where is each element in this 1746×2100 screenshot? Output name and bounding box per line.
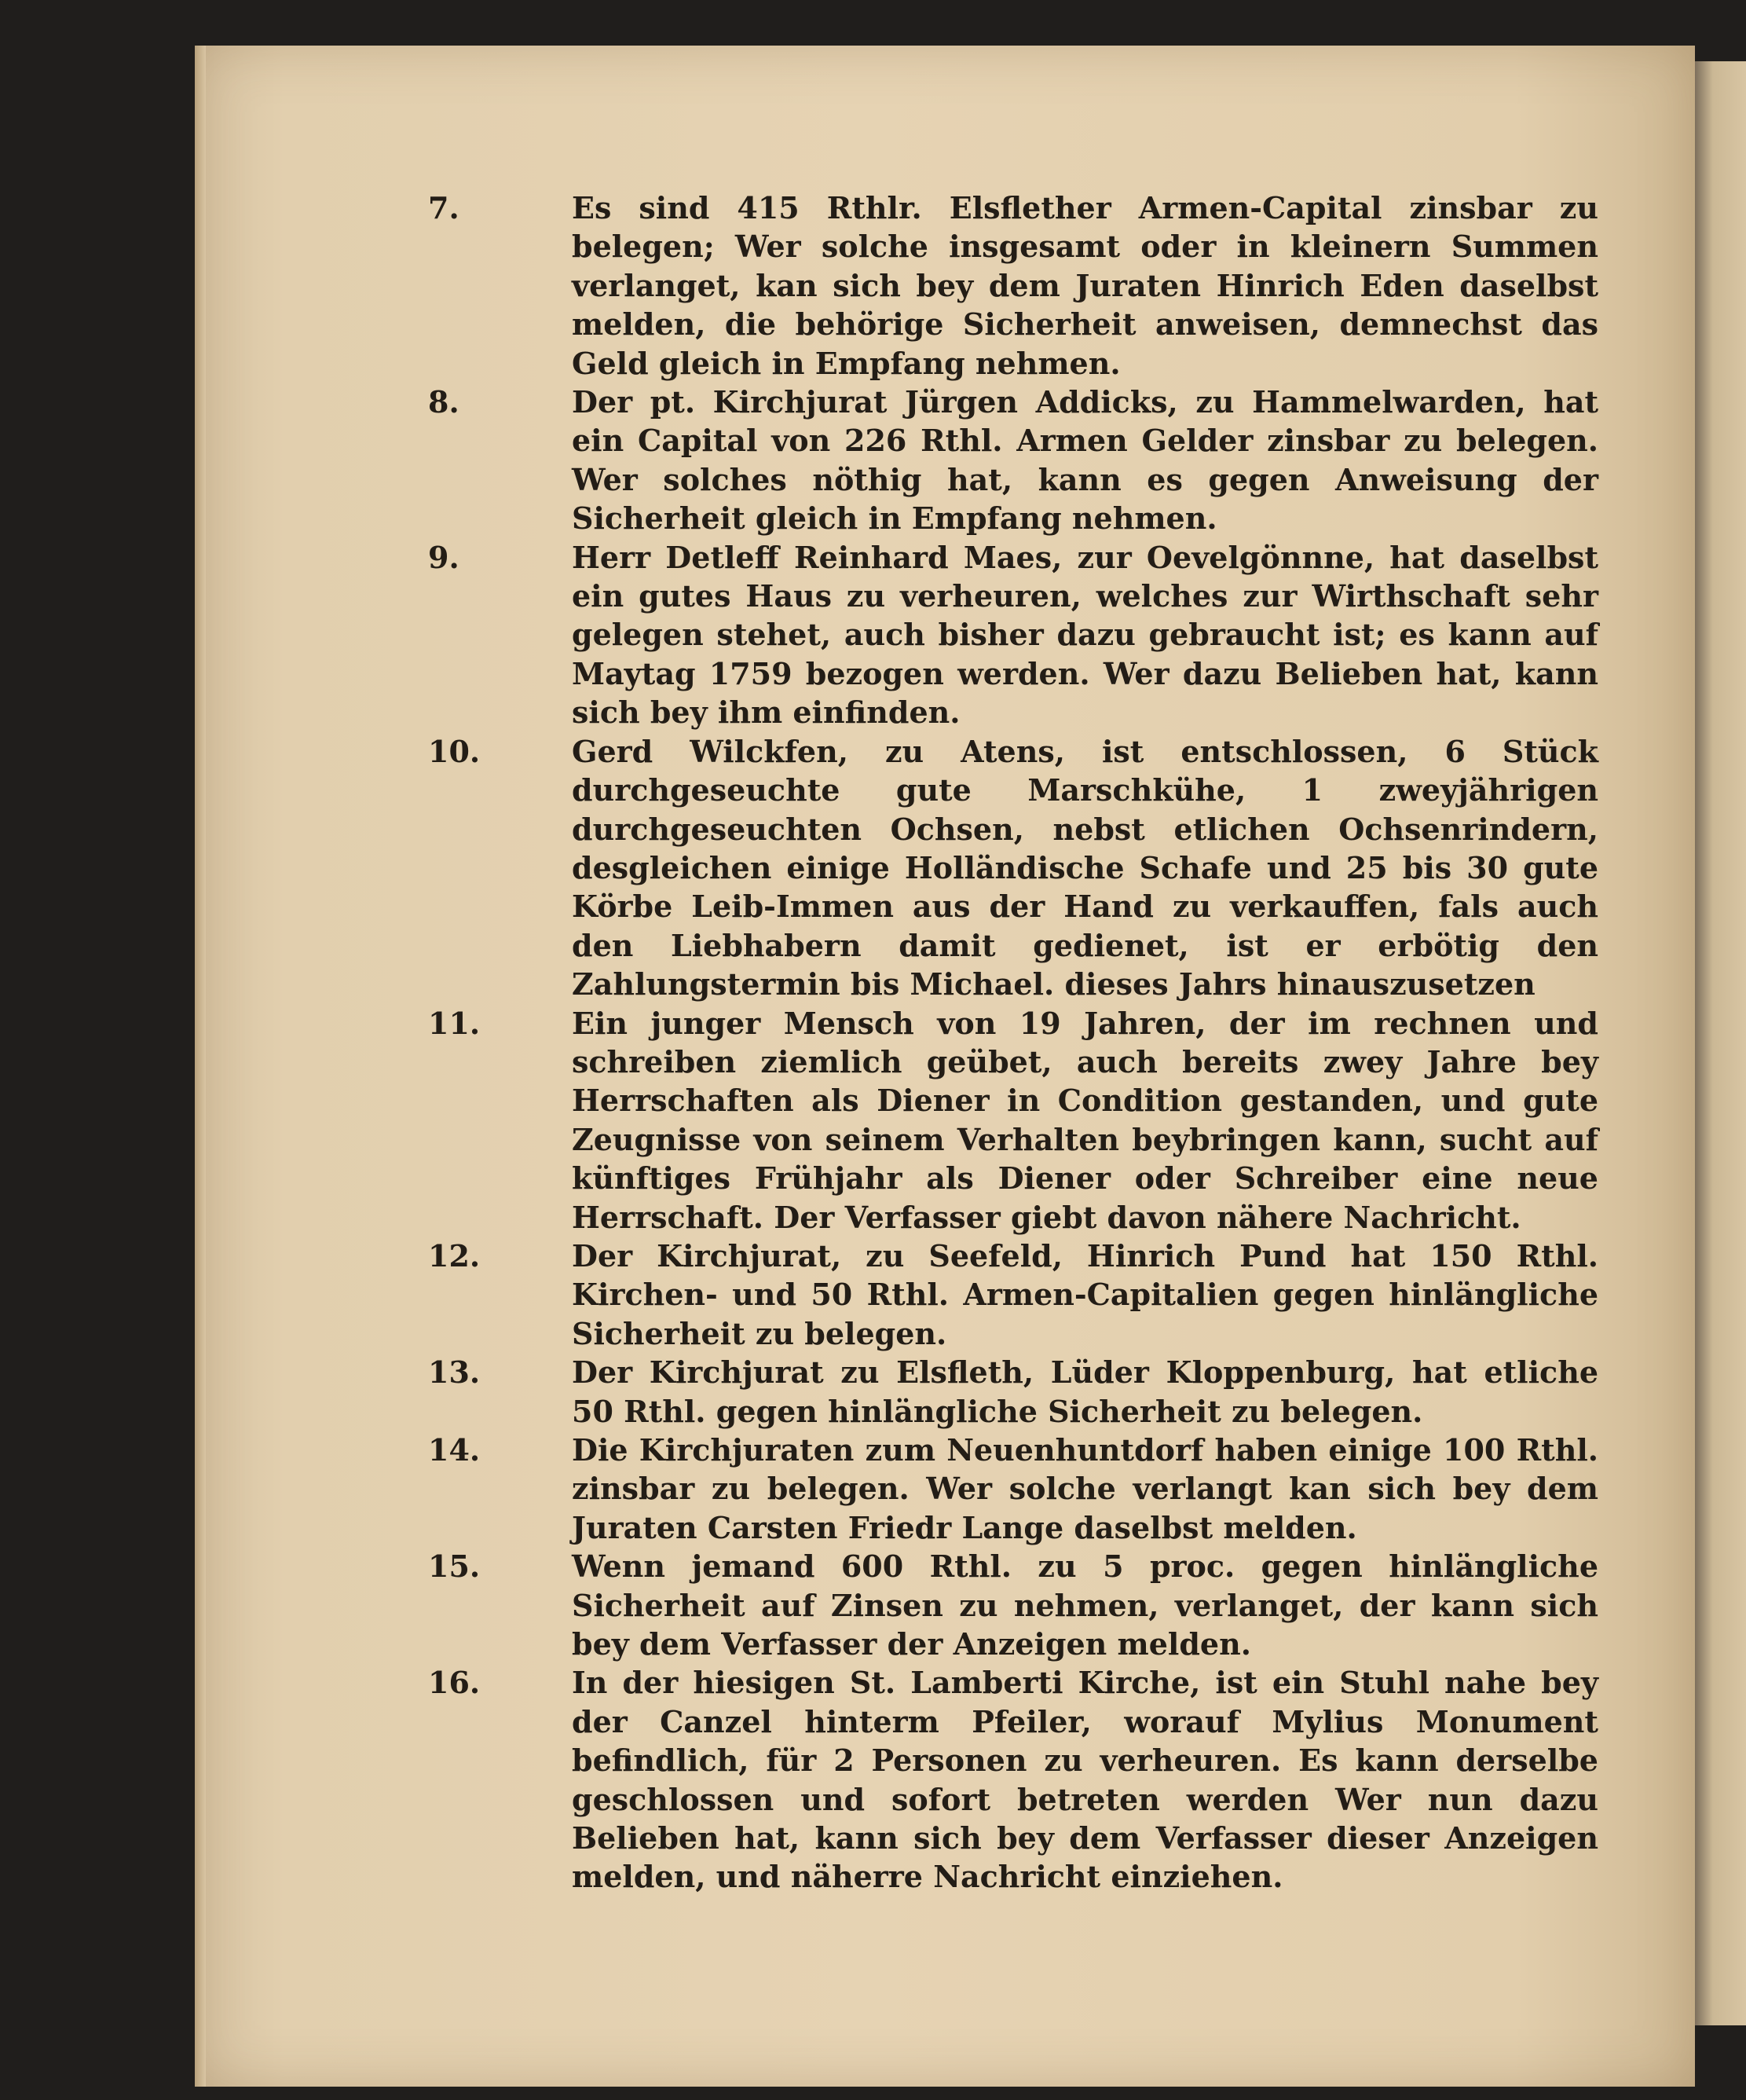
announcement-15 bbox=[428, 1547, 1598, 1663]
entry-number: 14. bbox=[428, 1432, 481, 1468]
announcement-list bbox=[428, 189, 1598, 1897]
announcement-13 bbox=[428, 1353, 1598, 1431]
announcement-14 bbox=[428, 1431, 1598, 1547]
entry-number: 16. bbox=[428, 1665, 481, 1701]
announcement-10 bbox=[428, 732, 1598, 1004]
entry-text: Gerd Wilckfen, zu Atens, ist entschlossen, 6 Stück durchgeseuchte gute Marschkühe, 1 zweyjährigen durchgeseuchten Ochsen, nebst etlichen Ochsenrindern, desgleichen einige Holländische Schafe und 25 bis 30 gute Körbe Leib-Immen aus der Hand zu verkauffen, fals auch den Liebhabern damit gedienet, ist er erbötig den Zahlungstermin bis Michael. dieses Jahrs hinauszusetzen bbox=[572, 733, 1598, 1002]
announcement-16 bbox=[428, 1663, 1598, 1896]
entry-number: 13. bbox=[428, 1354, 481, 1391]
announcement-9 bbox=[428, 538, 1598, 732]
entry-number: 7. bbox=[428, 190, 459, 225]
entry-number: 9. bbox=[428, 539, 459, 575]
entry-text: Der Kirchjurat zu Elsfleth, Lüder Kloppenburg, hat etliche 50 Rthl. gegen hinlängliche Sicherheit zu belegen. bbox=[572, 1354, 1598, 1429]
entry-number: 10. bbox=[428, 733, 481, 769]
entry-text: Es sind 415 Rthlr. Elsflether Armen-Capital zinsbar zu belegen; Wer solche insgesamt oder in kleinern Summen verlanget, kan sich bey dem Juraten Hinrich Eden daselbst melden, die behörige Sicherheit anweisen, demnechst das Geld gleich in Empfang nehmen. bbox=[572, 190, 1598, 381]
announcement-8 bbox=[428, 383, 1598, 538]
announcement-12 bbox=[428, 1237, 1598, 1353]
entry-text: Die Kirchjuraten zum Neuenhuntdorf haben einige 100 Rthl. zinsbar zu belegen. Wer solche verlangt kan sich bey dem Juraten Carsten Friedr Lange daselbst melden. bbox=[572, 1432, 1598, 1545]
announcement-7 bbox=[428, 189, 1598, 383]
entry-text: Herr Detleff Reinhard Maes, zur Oevelgönnne, hat daselbst ein gutes Haus zu verheuren, welches zur Wirthschaft sehr gelegen stehet, auch bisher dazu gebraucht ist; es kann auf Maytag 1759 bezogen werden. Wer dazu Belieben hat, kann sich bey ihm einfinden. bbox=[572, 539, 1598, 731]
announcement-11 bbox=[428, 1004, 1598, 1237]
entry-text: Ein junger Mensch von 19 Jahren, der im rechnen und schreiben ziemlich geübet, auch bereits zwey Jahre bey Herrschaften als Diener in Condition gestanden, und gute Zeugnisse von seinem Verhalten beybringen kann, sucht auf künftiges Frühjahr als Diener oder Schreiber eine neue Herrschaft. Der Verfasser giebt davon nähere Nachricht. bbox=[572, 1005, 1598, 1235]
entry-number: 12. bbox=[428, 1237, 481, 1274]
page-binding-edge bbox=[195, 46, 206, 2087]
entry-number: 11. bbox=[428, 1005, 481, 1041]
entry-text: Der pt. Kirchjurat Jürgen Addicks, zu Hammelwarden, hat ein Capital von 226 Rthl. Armen Gelder zinsbar zu belegen. Wer solches nöthig hat, kann es gegen Anweisung der Sicherheit gleich in Empfang nehmen. bbox=[572, 384, 1598, 537]
entry-text: Wenn jemand 600 Rthl. zu 5 proc. gegen hinlängliche Sicherheit auf Zinsen zu nehmen, verlanget, der kann sich bey dem Verfasser der Anzeigen melden. bbox=[572, 1548, 1598, 1662]
entry-text: Der Kirchjurat, zu Seefeld, Hinrich Pund hat 150 Rthl. Kirchen- und 50 Rthl. Armen-Capitalien gegen hinlängliche Sicherheit zu belegen. bbox=[572, 1237, 1598, 1351]
entry-text: In der hiesigen St. Lamberti Kirche, ist ein Stuhl nahe bey der Canzel hinterm Pfeiler, worauf Mylius Monument befindlich, für 2 Personen zu verheuren. Es kann derselbe geschlossen und sofort betreten werden Wer nun dazu Belieben hat, kann sich bey dem Verfasser dieser Anzeigen melden, und näherre Nachricht einziehen. bbox=[572, 1665, 1598, 1895]
adjacent-page-edge bbox=[1695, 61, 1746, 2025]
entry-number: 8. bbox=[428, 384, 459, 420]
entry-number: 15. bbox=[428, 1548, 481, 1585]
